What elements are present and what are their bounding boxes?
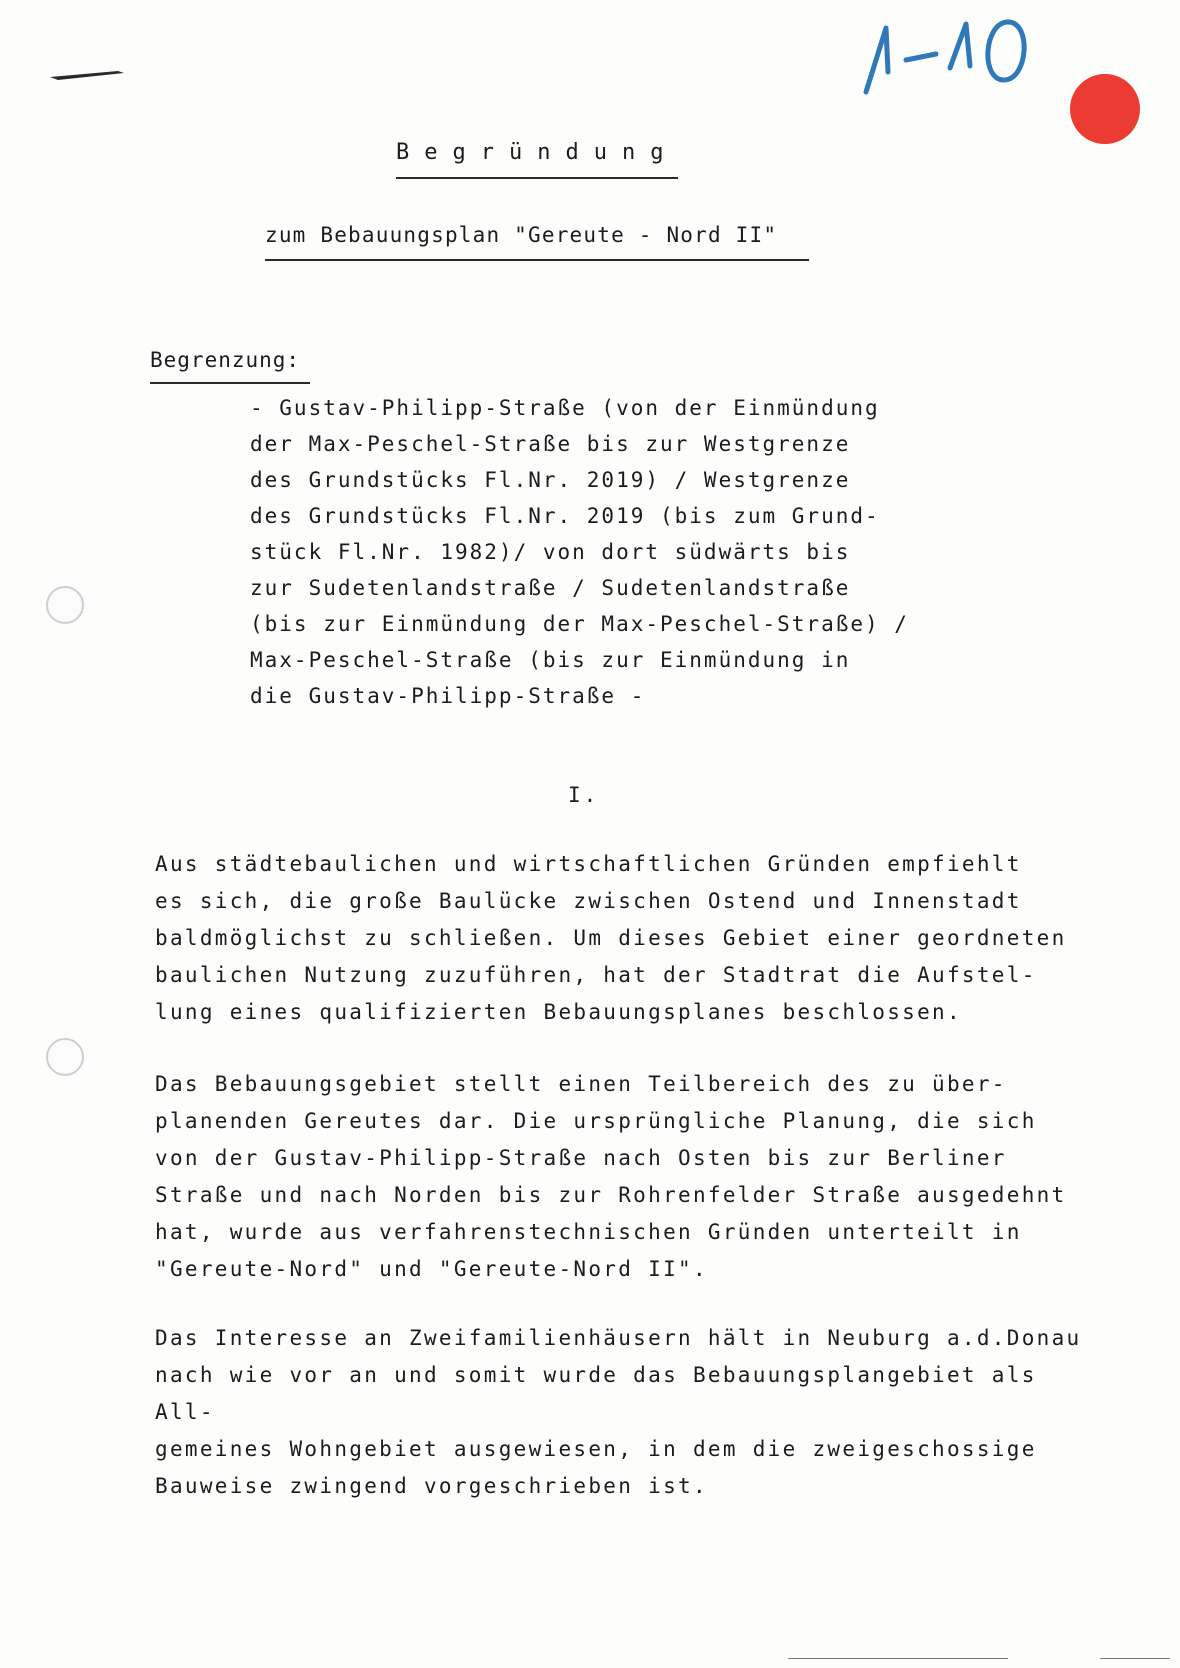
paragraph-3: Das Interesse an Zweifamilienhäusern hält in Neuburg a.d.Donau nach wie vor an und somit wurde das Bebauungsplangebiet als All- gemeines Wohngebiet ausgewiesen, in dem die zweigeschossige Bauweise zwingend vorgeschrieben ist. xyxy=(155,1326,1082,1498)
boundary-label: Begrenzung: xyxy=(150,348,310,384)
paragraph-2: Das Bebauungsgebiet stellt einen Teilbereich des zu über- planenden Gereutes dar. Die ursprüngliche Planung, die sich von der Gustav-Philipp-Straße nach Osten bis zur Berliner Straße und nach Norden bis zur Rohrenfelder Straße ausgedehnt hat, wurde aus verfahrenstechnischen Gründen unterteilt in "Gereute-Nord" und "Gereute-Nord II". xyxy=(155,1072,1067,1281)
margin-pen-mark xyxy=(48,68,128,82)
section-number: I. xyxy=(568,783,600,807)
punch-hole-upper xyxy=(46,586,84,624)
punch-hole-lower xyxy=(46,1038,84,1076)
handwritten-page-number xyxy=(858,8,1038,100)
document-subtitle: zum Bebauungsplan "Gereute - Nord II" xyxy=(265,223,809,261)
document-title: Begründung xyxy=(396,140,678,179)
red-marker-dot xyxy=(1070,74,1140,144)
boundary-description: - Gustav-Philipp-Straße (von der Einmündung der Max-Peschel-Straße bis zur Westgrenze des Grundstücks Fl.Nr. 2019) / Westgrenze des Grundstücks Fl.Nr. 2019 (bis zum Grund- stück Fl.Nr. 1982)/ von dort südwärts bis zur Sudetenlandstraße / Sudetenlandstraße (bis zur Einmündung der Max-Peschel-Straße) / Max-Peschel-Straße (bis zur Einmündung in die Gustav-Philipp-Straße - xyxy=(250,396,909,708)
bottom-rule-left xyxy=(788,1658,1008,1659)
bottom-rule-right xyxy=(1100,1658,1170,1659)
paragraph-1: Aus städtebaulichen und wirtschaftlichen Gründen empfiehlt es sich, die große Baulücke zwischen Ostend und Innenstadt baldmöglichst zu schließen. Um dieses Gebiet einer geordneten baulichen Nutzung zuzuführen, hat der Stadtrat die Aufstel- lung eines qualifizierten Bebauungsplanes beschlossen. xyxy=(155,852,1067,1024)
